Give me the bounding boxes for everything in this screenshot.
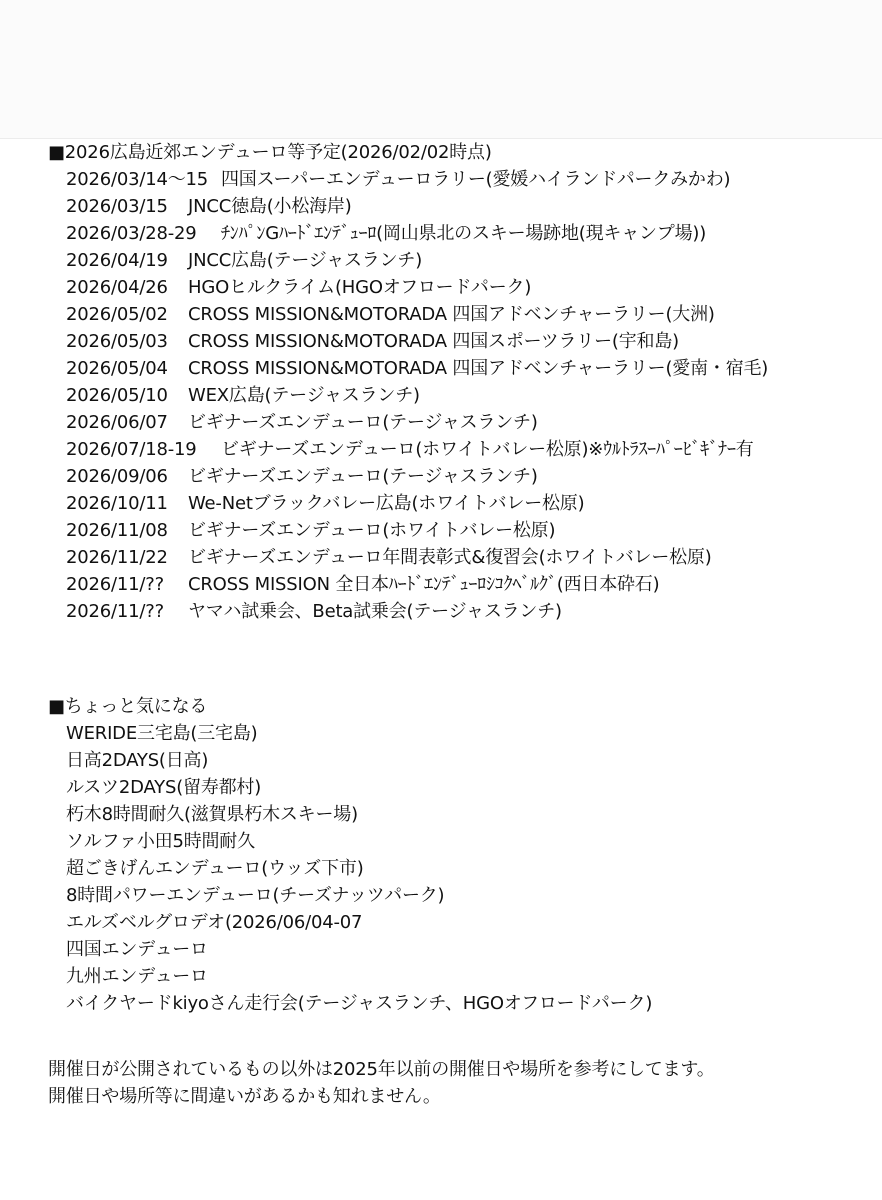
event-name: We-Netブラックバレー広島(ホワイトバレー松原) (188, 493, 585, 514)
event-date: 2026/05/02 (66, 304, 168, 325)
list-item: 朽木8時間耐久(滋賀県朽木スキー場) (66, 804, 358, 825)
event-date: 2026/11/22 (66, 547, 168, 568)
list-item: ルスツ2DAYS(留寿都村) (66, 777, 262, 798)
event-date: 2026/04/26 (66, 277, 168, 298)
event-name: CROSS MISSION 全日本ﾊｰﾄﾞｴﾝﾃﾞｭｰﾛｼｺｸﾍﾞﾙｸﾞ(西日本砕石) (188, 574, 660, 595)
event-date: 2026/03/28-29 (66, 223, 197, 244)
event-row (66, 410, 538, 436)
event-date: 2026/11/08 (66, 520, 168, 541)
event-name: JNCC徳島(小松海岸) (188, 196, 352, 217)
event-name: ビギナーズエンデューロ(テージャスランチ) (188, 466, 538, 487)
event-row (66, 518, 555, 544)
event-row (66, 572, 659, 598)
event-row (66, 167, 730, 193)
event-name: CROSS MISSION&MOTORADA 四国スポーツラリー(宇和島) (188, 331, 679, 352)
event-date: 2026/11/?? (66, 601, 164, 622)
event-date: 2026/05/10 (66, 385, 168, 406)
list-item: エルズベルグロデオ(2026/06/04-07 (66, 912, 363, 933)
event-date: 2026/07/18-19 (66, 439, 197, 460)
event-date: 2026/11/?? (66, 574, 164, 595)
event-name: CROSS MISSION&MOTORADA 四国アドベンチャーラリー(大洲) (188, 304, 715, 325)
event-name: WEX広島(テージャスランチ) (188, 385, 420, 406)
event-date: 2026/04/19 (66, 250, 168, 271)
event-name: JNCC広島(テージャスランチ) (188, 250, 423, 271)
interesting-heading: ■ちょっと気になる (48, 696, 208, 717)
event-row (66, 275, 531, 301)
event-row (66, 464, 538, 490)
event-row (66, 356, 768, 382)
event-name: ビギナーズエンデューロ(ホワイトバレー松原) (188, 520, 556, 541)
event-row (66, 302, 715, 328)
list-item: 日高2DAYS(日高) (66, 750, 209, 771)
event-row (66, 221, 706, 247)
event-name: ビギナーズエンデューロ(テージャスランチ) (188, 412, 538, 433)
event-name: HGOヒルクライム(HGOオフロードパーク) (188, 277, 532, 298)
event-name: ﾁﾝﾊﾟﾝGﾊｰﾄﾞｴﾝﾃﾞｭｰﾛ(岡山県北のスキー場跡地(現キャンプ場)) (221, 223, 707, 244)
footnote: 開催日や場所等に間違いがあるかも知れません。 (48, 1086, 441, 1107)
event-row (66, 383, 420, 409)
list-item: 九州エンデューロ (66, 966, 208, 987)
list-item: バイクヤードkiyoさん走行会(テージャスランチ、HGOオフロードパーク) (66, 993, 653, 1014)
list-item: 超ごきげんエンデューロ(ウッズ下市) (66, 858, 364, 879)
footnote: 開催日が公開されているもの以外は2025年以前の開催日や場所を参考にしてます。 (48, 1059, 715, 1080)
event-row (66, 437, 754, 463)
event-row (66, 599, 562, 625)
schedule-heading: ■2026広島近郊エンデューロ等予定(2026/02/02時点) (48, 142, 492, 163)
event-row (66, 329, 679, 355)
event-date: 2026/05/04 (66, 358, 168, 379)
list-item: ソルファ小田5時間耐久 (66, 831, 255, 852)
list-item: 8時間パワーエンデューロ(チーズナッツパーク) (66, 885, 445, 906)
event-name: ヤマハ試乗会、Beta試乗会(テージャスランチ) (188, 601, 562, 622)
event-name: 四国スーパーエンデューロラリー(愛媛ハイランドパークみかわ) (221, 169, 731, 190)
event-name: ビギナーズエンデューロ(ホワイトバレー松原)※ｳﾙﾄﾗｽｰﾊﾟｰﾋﾞｷﾞﾅｰ有 (221, 439, 754, 460)
event-row (66, 248, 422, 274)
blank-header-area (0, 0, 882, 139)
event-date: 2026/03/15 (66, 196, 168, 217)
event-date: 2026/03/14〜15 (66, 169, 209, 190)
event-date: 2026/05/03 (66, 331, 168, 352)
event-name: CROSS MISSION&MOTORADA 四国アドベンチャーラリー(愛南・宿毛) (188, 358, 769, 379)
event-row (66, 545, 712, 571)
event-date: 2026/10/11 (66, 493, 168, 514)
list-item: 四国エンデューロ (66, 939, 208, 960)
list-item: WERIDE三宅島(三宅島) (66, 723, 258, 744)
event-date: 2026/06/07 (66, 412, 168, 433)
event-row (66, 491, 584, 517)
event-date: 2026/09/06 (66, 466, 168, 487)
event-name: ビギナーズエンデューロ年間表彰式&復習会(ホワイトバレー松原) (188, 547, 712, 568)
event-row (66, 194, 352, 220)
